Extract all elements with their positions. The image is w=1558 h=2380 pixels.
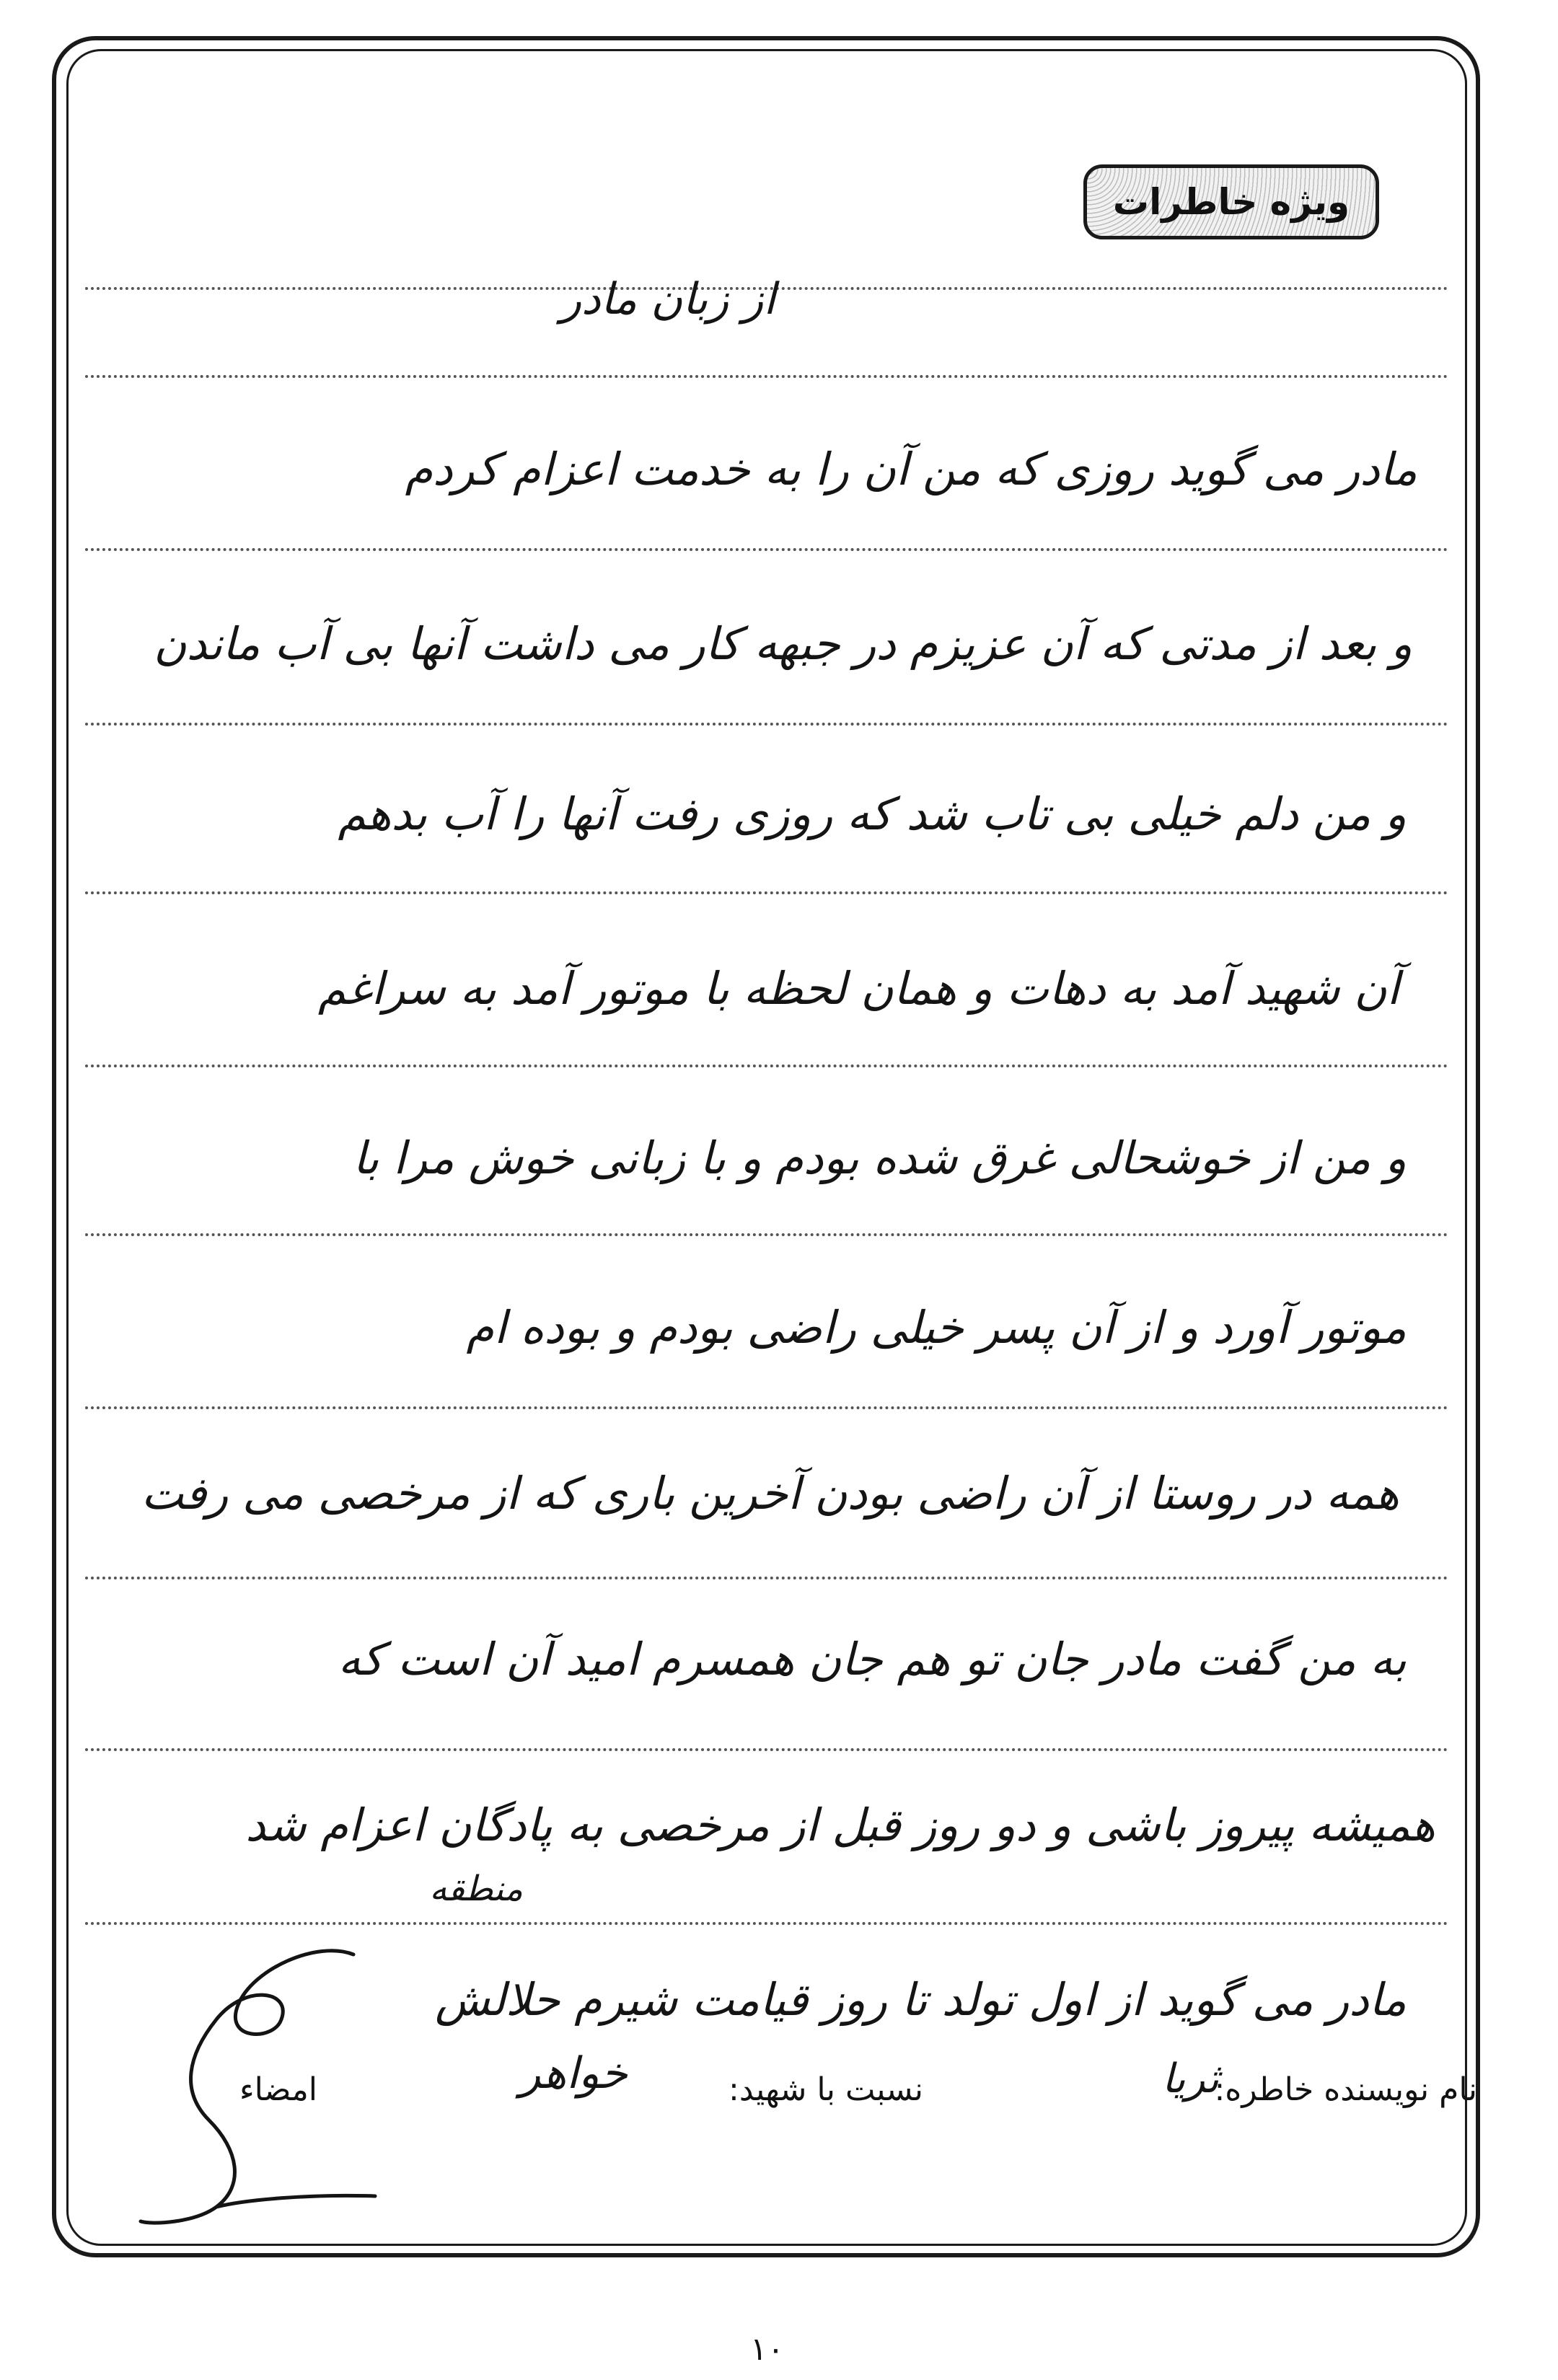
relation-value: خواهر xyxy=(519,2048,628,2099)
memoir-line: مادر می گوید از اول تولد تا روز قیامت شیرم حلالش xyxy=(435,1973,1407,2026)
memoir-line: آن شهید آمد به دهات و همان لحظه با موتور آمد به سراغم xyxy=(317,962,1399,1015)
ruled-line xyxy=(85,723,1448,726)
memoir-line: مادر می گوید روزی که من آن را به خدمت اعزام کردم xyxy=(405,443,1417,495)
memoir-title: از زبان مادر xyxy=(560,274,775,325)
signature-mark xyxy=(137,1940,382,2236)
ruled-line xyxy=(85,1922,1448,1925)
ruled-line xyxy=(85,1065,1448,1067)
page-number: ۱۰ xyxy=(750,2331,785,2368)
writer-value: ثریا xyxy=(1161,2055,1219,2102)
section-badge: ویژه خاطرات xyxy=(1083,164,1379,239)
memoir-line: و من از خوشحالی غرق شده بودم و با زبانی خوش مرا با xyxy=(353,1132,1407,1184)
signature-label: امضاء xyxy=(239,2071,317,2108)
ruled-line xyxy=(85,1406,1448,1409)
ruled-line xyxy=(85,548,1448,551)
ruled-line xyxy=(85,1748,1448,1751)
memoir-line: به من گفت مادر جان تو هم جان همسرم امید آن است که xyxy=(338,1633,1407,1685)
writer-label: نام نویسنده خاطره: xyxy=(1214,2071,1477,2108)
memoir-line: همه در روستا از آن راضی بودن آخرین باری که از مرخصی می رفت xyxy=(141,1467,1399,1520)
ruled-line xyxy=(85,1577,1448,1579)
relation-label: نسبت با شهید: xyxy=(729,2071,923,2108)
ruled-line xyxy=(85,375,1448,378)
ruled-line xyxy=(85,891,1448,894)
memoir-line: همیشه پیروز باشی و دو روز قبل از مرخصی به پادگان اعزام شد xyxy=(245,1799,1435,1851)
memoir-line: موتور آورد و از آن پسر خیلی راضی بودم و بوده ام xyxy=(466,1301,1407,1354)
memoir-line-insert: منطقه xyxy=(429,1869,523,1909)
ruled-line xyxy=(85,1233,1448,1236)
memoir-line: و بعد از مدتی که آن عزیزم در جبهه کار می داشت آنها بی آب ماندن xyxy=(154,617,1412,670)
memoir-line: و من دلم خیلی بی تاب شد که روزی رفت آنها را آب بدهم xyxy=(338,788,1407,840)
